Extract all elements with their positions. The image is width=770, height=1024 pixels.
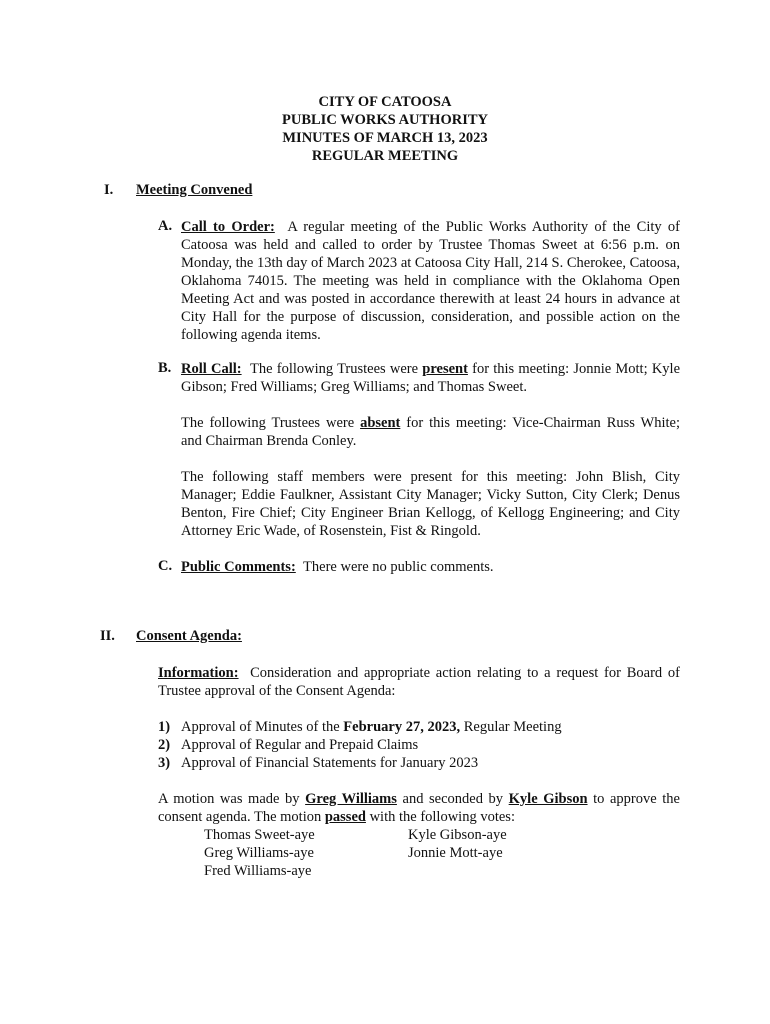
item-b-text-pre: The following Trustees were	[250, 361, 419, 377]
item-b-paragraph	[181, 360, 680, 396]
header-line-city: CITY OF CATOOSA	[318, 94, 452, 110]
header-line-meeting-type: REGULAR MEETING	[311, 148, 459, 164]
item-a-letter: A.	[158, 218, 173, 234]
item-a-text: A regular meeting of the Public Works Authority of the City of Catoosa was held and called to order by Trustee Thomas Sweet at 6:56 p.m. on Monday, the 13th day of March 2023 at Catoosa City Hall, 214 S. Cherokee, Catoosa, Oklahoma 74015. The meeting was held in compliance with the Oklahoma Open Meeting Act and was posted in accordance therewith at least 24 hours in advance at City Hall for the purpose of discussion, consideration, and possible action on the following agenda items.	[181, 219, 680, 343]
motion-result: passed	[324, 809, 366, 825]
section-2-title: Consent Agenda:	[136, 628, 242, 644]
item-a-label: Call to Order:	[181, 219, 275, 235]
header-line-authority: PUBLIC WORKS AUTHORITY	[282, 112, 488, 128]
item-b-text-post: for this meeting: Jonnie Mott; Kyle Gibson; Fred Williams; Greg Williams; and Thomas Sweet.	[181, 361, 680, 395]
information-label: Information:	[158, 665, 239, 681]
list-item: 3) Approval of Financial Statements for January 2023	[158, 755, 479, 771]
motion-paragraph: A motion was made by Greg Williams and seconded by Kyle Gibson to approve the consent agenda. The motion passed with the following votes:	[158, 791, 680, 825]
list-item: 1) Approval of Minutes of the February 27, 2023, Regular Meeting	[158, 719, 562, 735]
absent-text-post: for this meeting: Vice-Chairman Russ White; and Chairman Brenda Conley.	[181, 415, 681, 449]
absent-word: absent	[360, 415, 401, 431]
votes-left-column	[204, 826, 315, 880]
information-text: Consideration and appropriate action relating to a request for Board of Trustee approval of the Consent Agenda:	[158, 665, 681, 699]
item-a-paragraph	[181, 218, 680, 344]
item-c-text: There were no public comments.	[303, 559, 494, 575]
motion-mover: Greg Williams	[305, 791, 397, 807]
absent-text-pre: The following Trustees were	[181, 415, 355, 431]
votes-right-column	[408, 826, 507, 862]
section-1-title: Meeting Convened	[136, 182, 253, 198]
absent-paragraph	[181, 414, 680, 450]
vote-entry: Fred Williams-aye	[204, 863, 312, 879]
information-paragraph	[158, 664, 680, 700]
header-line-minutes: MINUTES OF MARCH 13, 2023	[282, 130, 488, 146]
motion-seconder: Kyle Gibson	[508, 791, 588, 807]
vote-entry: Jonnie Mott-aye	[408, 845, 503, 861]
item-b-letter: B.	[158, 360, 172, 376]
item-c-label: Public Comments:	[181, 559, 296, 575]
item-b-label: Roll Call:	[181, 361, 242, 377]
item-c-letter: C.	[158, 558, 173, 574]
document-header	[0, 93, 770, 165]
vote-entry: Greg Williams-aye	[204, 845, 314, 861]
vote-entry: Kyle Gibson-aye	[408, 827, 507, 843]
list-item: 2) Approval of Regular and Prepaid Claims	[158, 737, 419, 753]
section-1-numeral: I.	[104, 182, 114, 198]
staff-paragraph: The following staff members were present for this meeting: John Blish, City Manager; Eddie Faulkner, Assistant City Manager; Vicky Sutton, City Clerk; Denus Benton, Fire Chief; City Engineer Brian Kellogg, of Kellogg Engineering; and City Attorney Eric Wade, of Rosenstein, Fist & Ringold.	[181, 469, 680, 539]
section-2-numeral: II.	[100, 628, 115, 644]
vote-entry: Thomas Sweet-aye	[204, 827, 315, 843]
item-c-paragraph	[181, 558, 680, 576]
consent-list	[158, 718, 680, 772]
present-word: present	[422, 361, 468, 377]
